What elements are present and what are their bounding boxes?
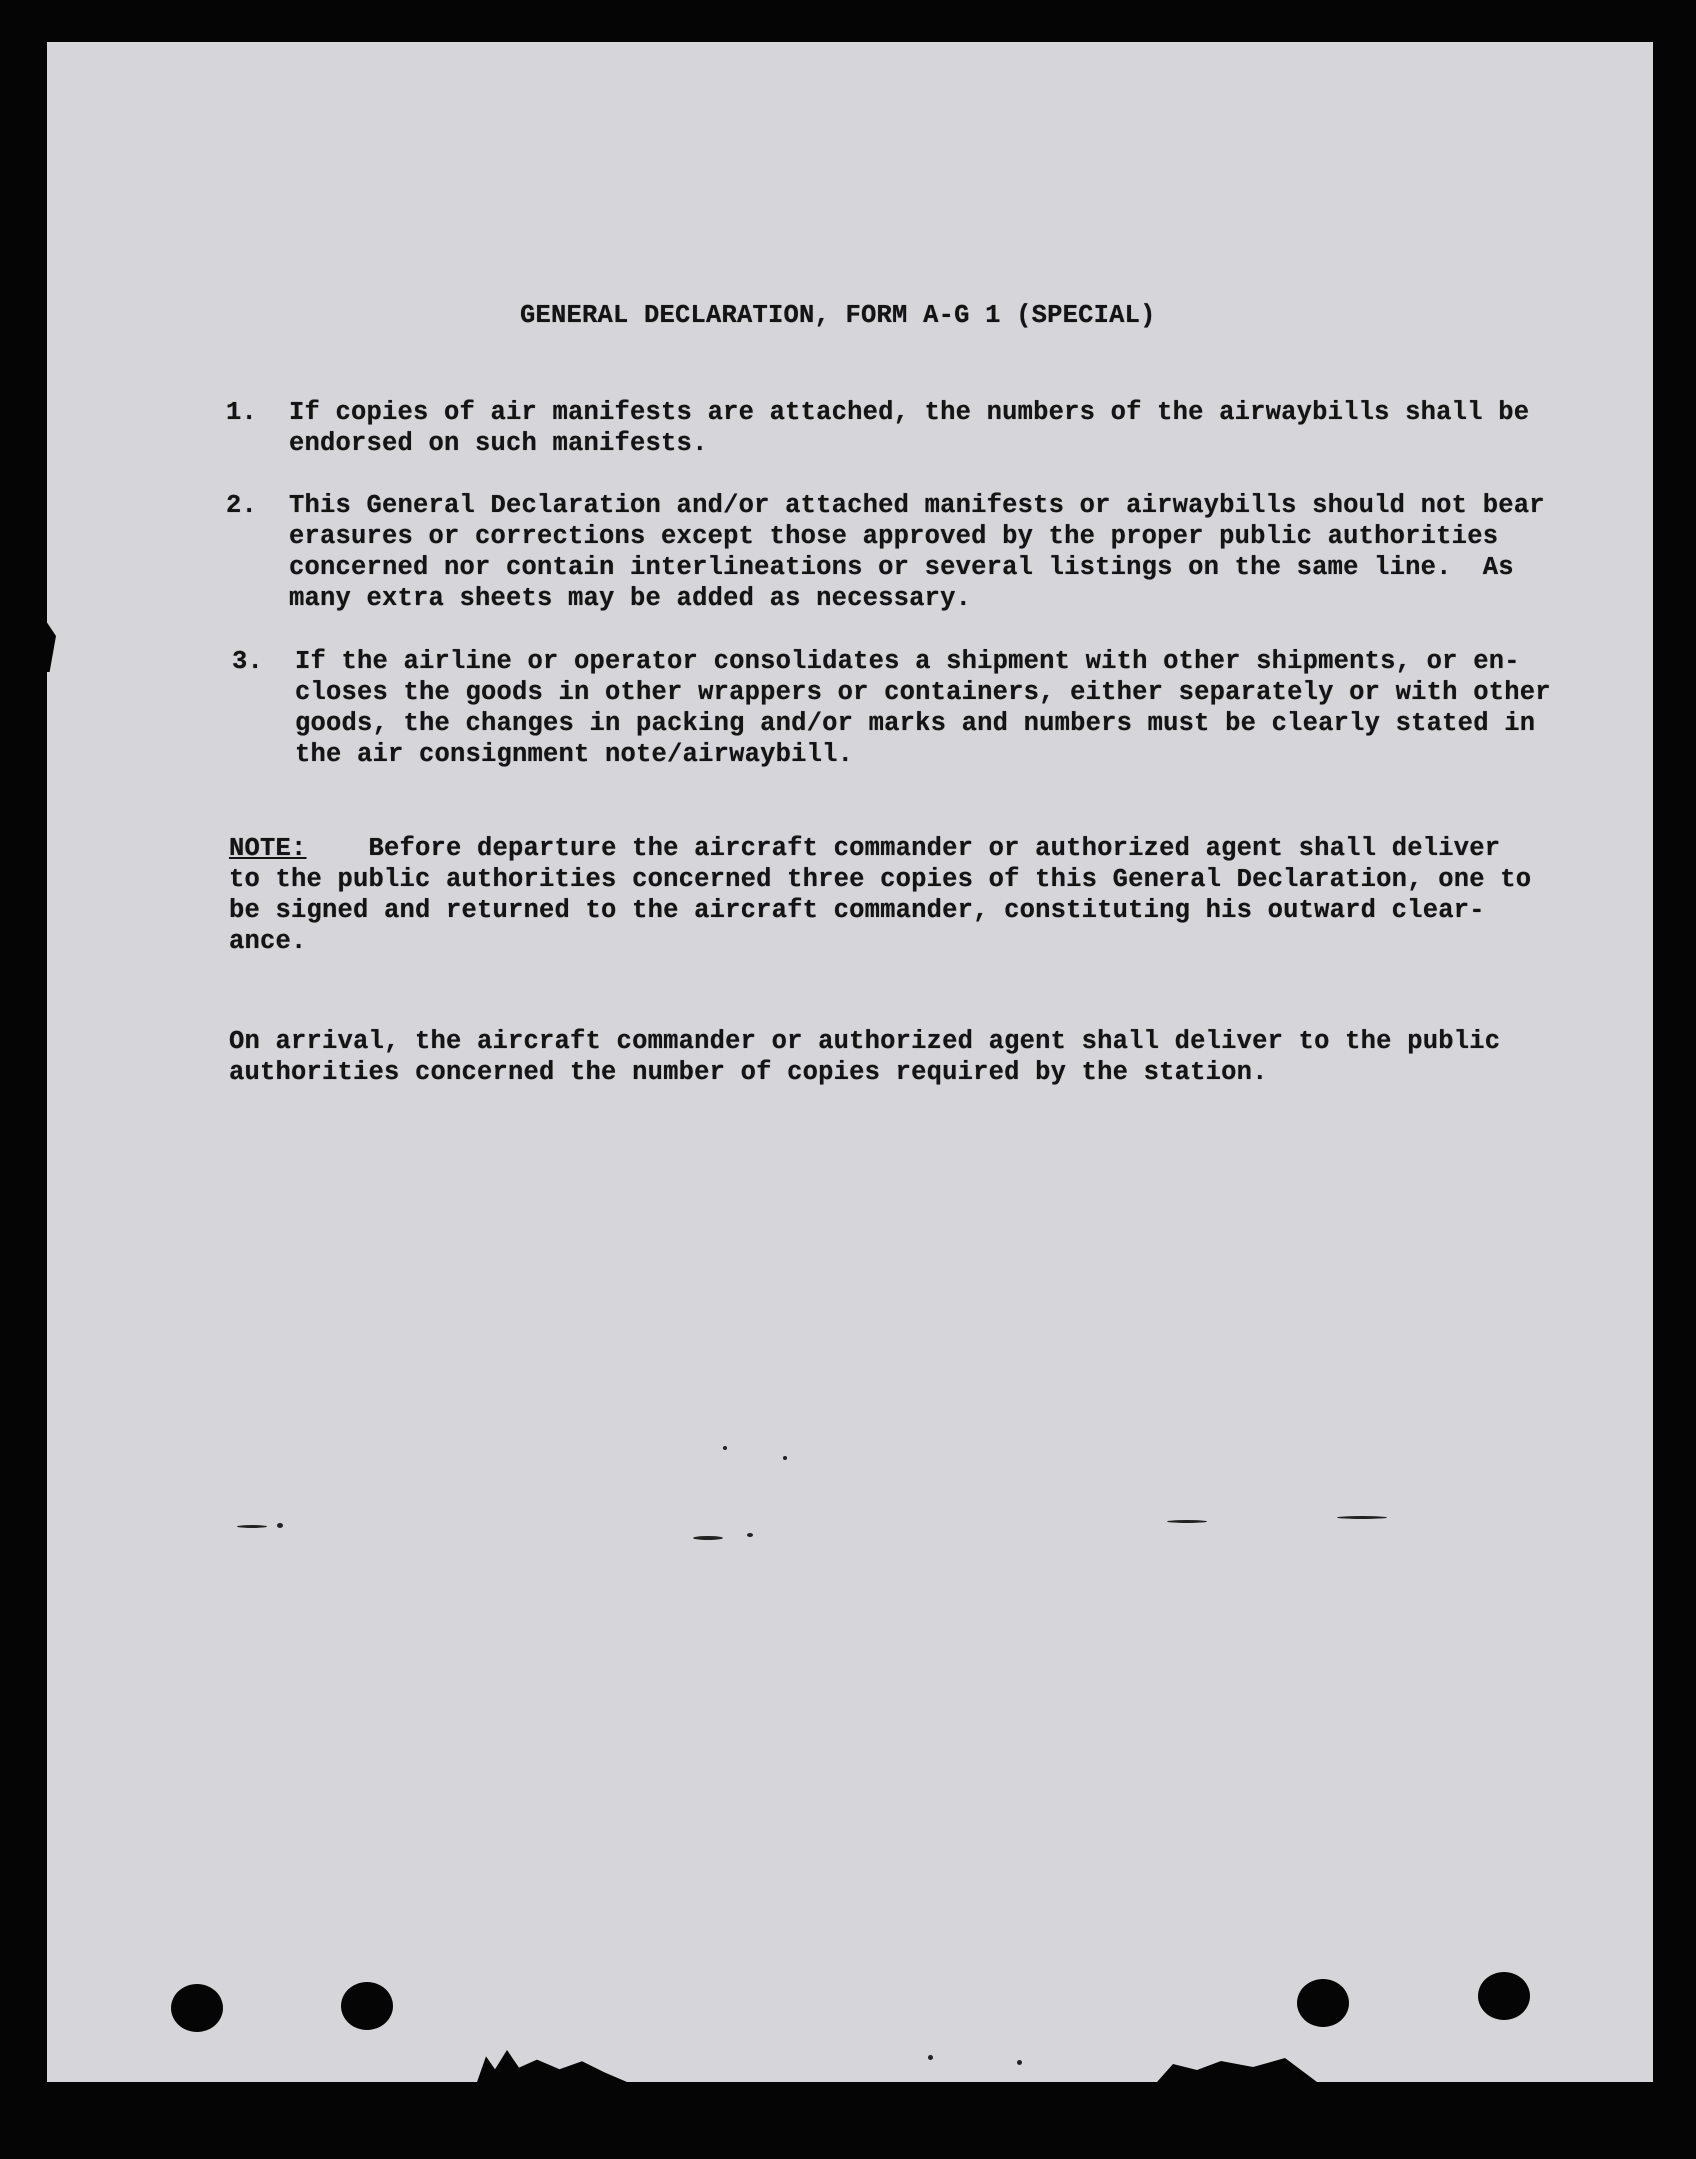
item-line: the air consignment note/airwaybill. [295, 740, 854, 769]
scan-speck [1337, 1516, 1387, 1519]
note-line: ance. [229, 927, 307, 956]
scan-speck [1017, 2060, 1022, 2065]
note-first-line [229, 833, 1569, 864]
punch-hole [1297, 1979, 1349, 2027]
arrival-paragraph [229, 1026, 1569, 1088]
punch-hole [341, 1982, 393, 2030]
scan-speck [237, 1525, 267, 1528]
item-number: 2. [226, 491, 258, 520]
item-number: 3. [232, 647, 264, 676]
document-page [47, 42, 1653, 2082]
note-line: be signed and returned to the aircraft commander, constituting his outward clear- [229, 896, 1485, 925]
item-line: endorsed on such manifests. [289, 429, 708, 458]
torn-edge [477, 2050, 627, 2082]
item-line: many extra sheets may be added as necessary. [289, 584, 972, 613]
item-line: closes the goods in other wrappers or containers, either separately or with other [295, 678, 1551, 707]
item-number: 1. [226, 398, 258, 427]
item-text [295, 646, 1575, 770]
item-line: goods, the changes in packing and/or marks and numbers must be clearly stated in [295, 709, 1536, 738]
scan-speck [277, 1523, 283, 1528]
item-line: erasures or corrections except those approved by the proper public authorities [289, 522, 1499, 551]
item-text [289, 490, 1569, 614]
note-label: NOTE: [229, 834, 307, 863]
note-text: Before departure the aircraft commander or authorized agent shall deliver [368, 834, 1501, 863]
item-line: If copies of air manifests are attached, the numbers of the airwaybills shall be [289, 398, 1530, 427]
punch-hole [1478, 1972, 1530, 2020]
note-line: to the public authorities concerned three copies of this General Declaration, one to [229, 865, 1532, 894]
scan-speck [783, 1456, 787, 1460]
punch-hole [171, 1984, 223, 2032]
item-line: If the airline or operator consolidates a shipment with other shipments, or en- [295, 647, 1520, 676]
item-text [289, 397, 1569, 459]
scan-speck [1167, 1520, 1207, 1523]
document-title: GENERAL DECLARATION, FORM A-G 1 (SPECIAL) [520, 301, 1156, 330]
scan-speck [723, 1446, 727, 1450]
arrival-line: authorities concerned the number of copies required by the station. [229, 1058, 1268, 1087]
torn-edge [1157, 2052, 1317, 2082]
scan-speck [928, 2055, 933, 2060]
item-line: This General Declaration and/or attached manifests or airwaybills should not bear [289, 491, 1545, 520]
scan-speck [693, 1536, 723, 1540]
scan-speck [747, 1533, 753, 1537]
note-paragraph [229, 833, 1569, 957]
arrival-line: On arrival, the aircraft commander or authorized agent shall deliver to the public [229, 1027, 1501, 1056]
item-line: concerned nor contain interlineations or several listings on the same line. As [289, 553, 1514, 582]
